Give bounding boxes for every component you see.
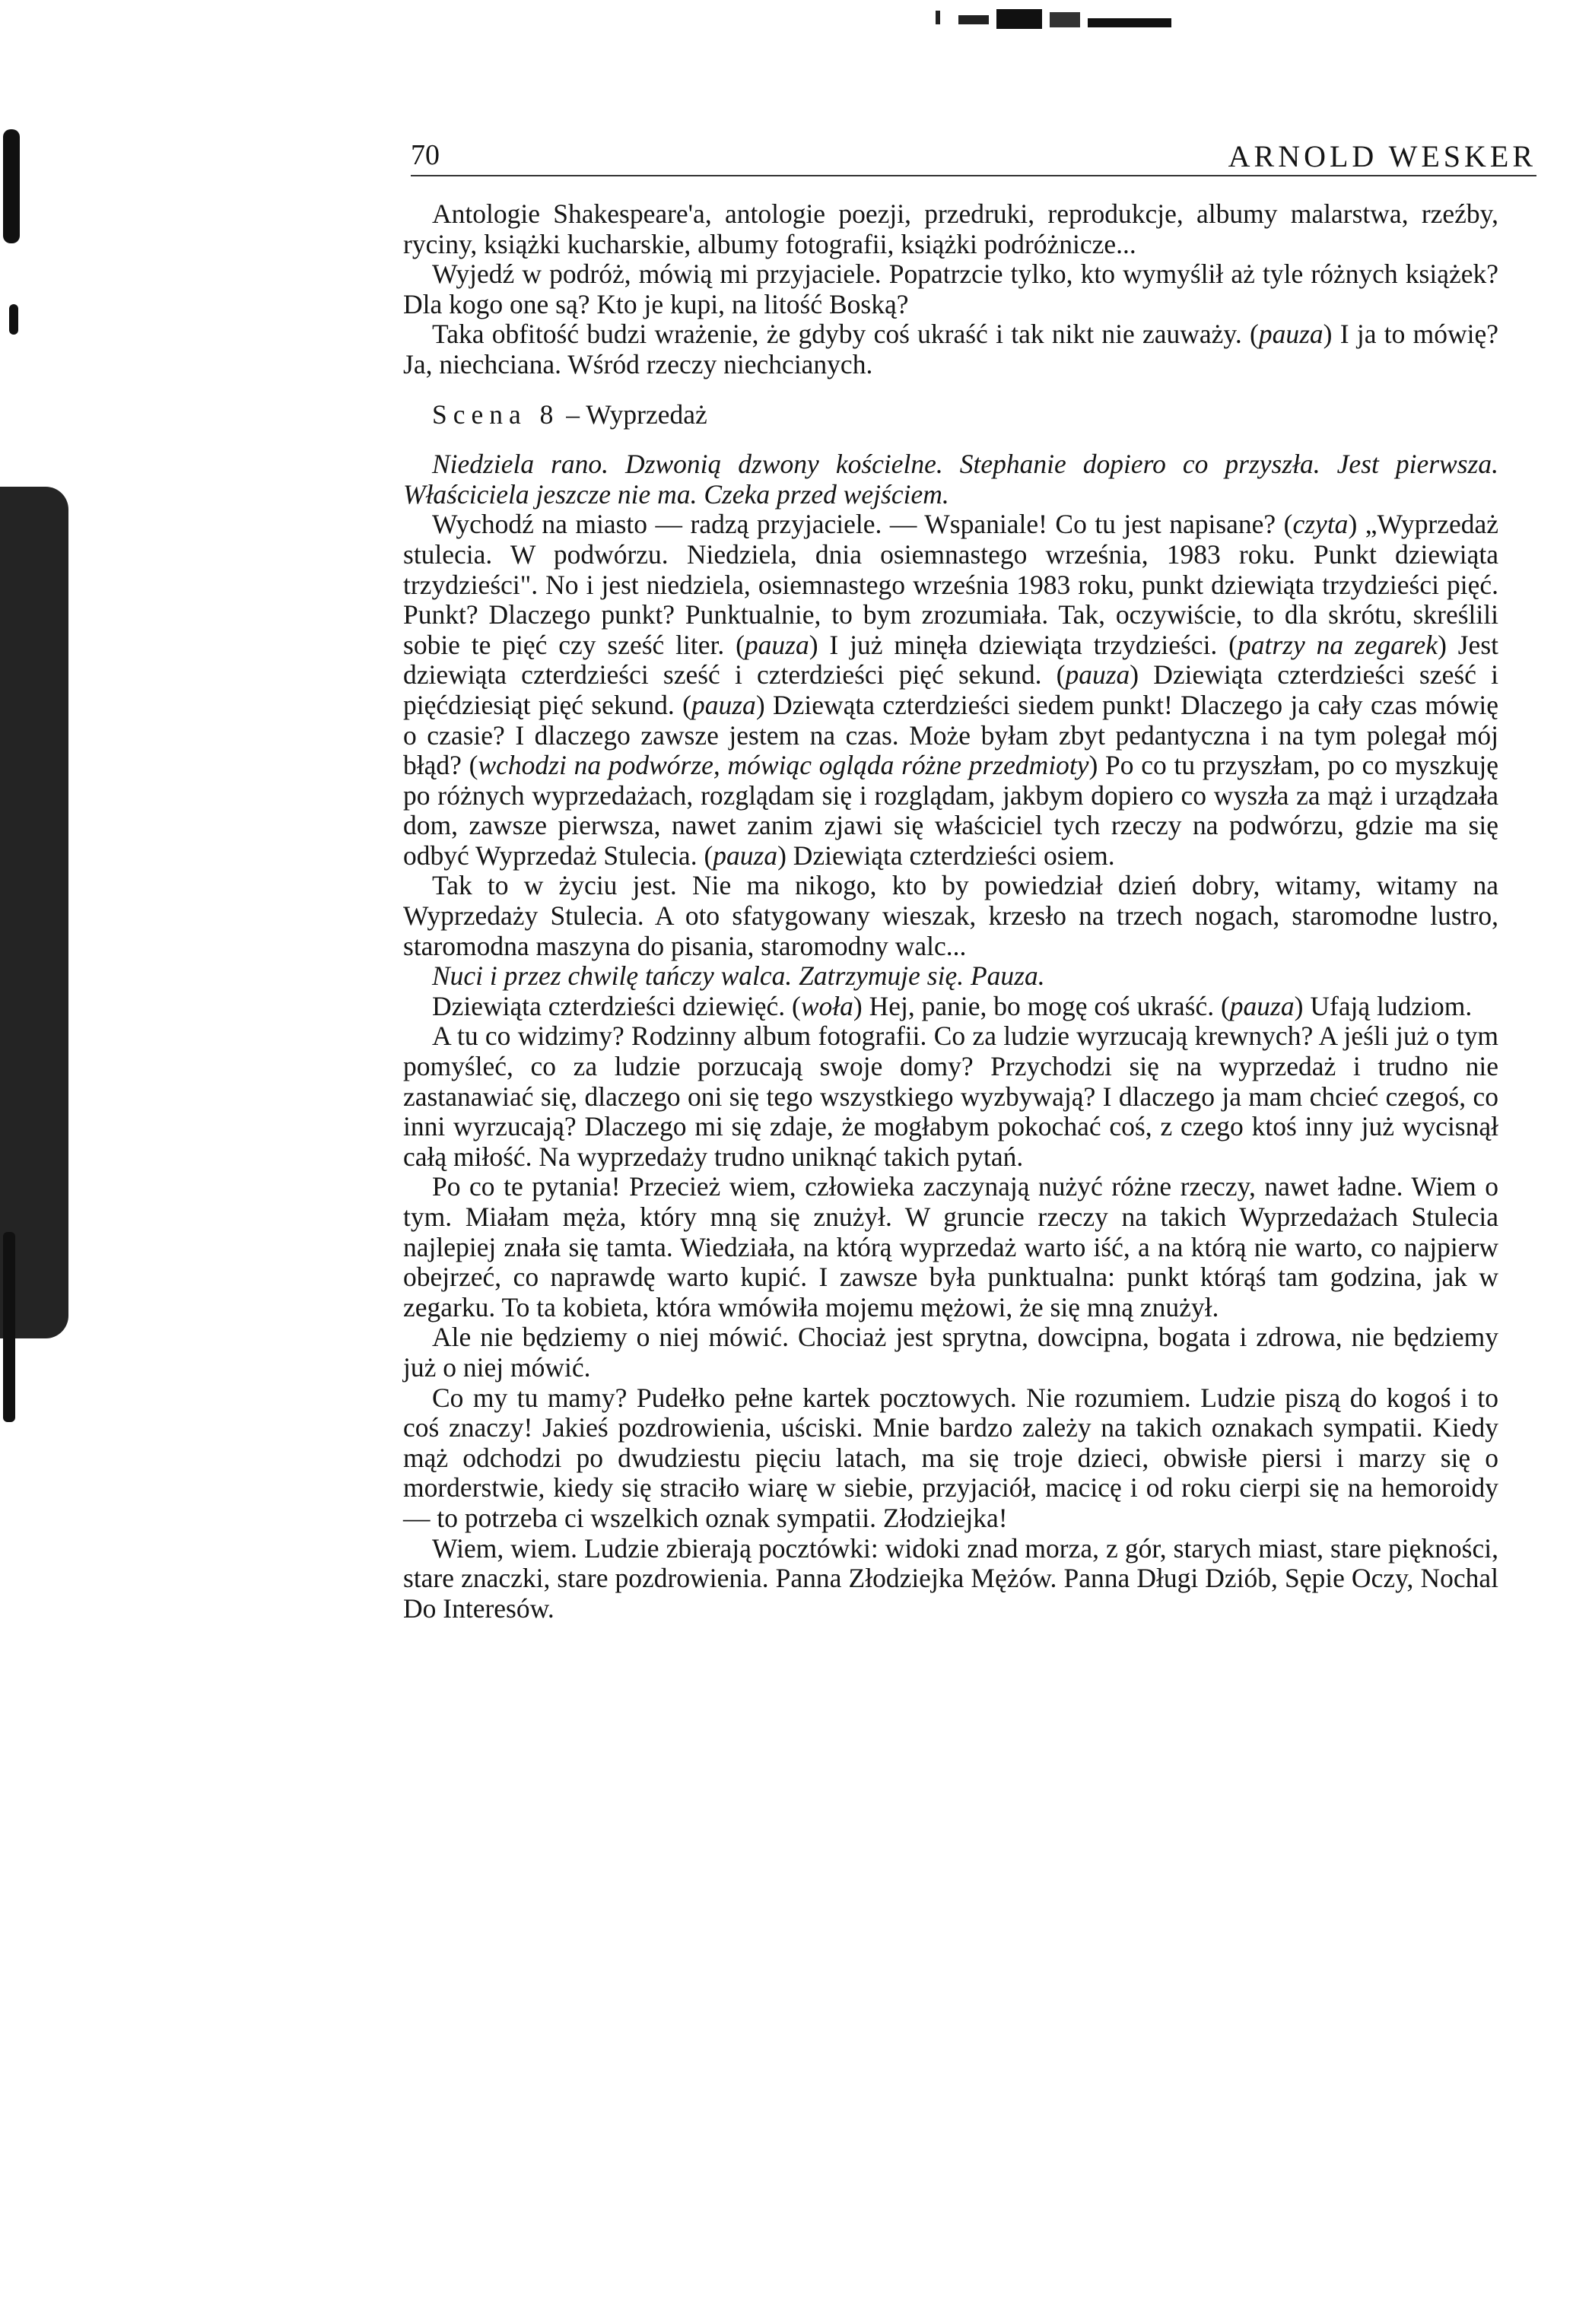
text-run: Wiem, wiem. Ludzie zbierają pocztówki: widoki znad morza, z gór, starych miast, stare piękności, stare znaczki, stare pozdrowienia. Panna Złodziejka Mężów. Panna Długi Dziób, Sępie Oczy, Nochal Do Interesów.: [403, 1532, 1498, 1624]
text-run: Wyjedź w podróż, mówią mi przyjaciele. Popatrzcie tylko, kto wymyślił aż tyle różnych książek? Dla kogo one są? Kto je kupi, na litość Boską?: [403, 259, 1498, 319]
scene-heading: [403, 400, 1498, 430]
stage-direction: patrzy na zegarek: [1238, 629, 1438, 660]
stage-direction: pauza: [1065, 659, 1130, 691]
text-run: Ale nie będziemy o niej mówić. Chociaż jest sprytna, dowcipna, bogata i zdrowa, nie będziemy już o niej mówić.: [403, 1322, 1498, 1383]
scan-artifact-spine-shadow: [0, 487, 68, 1338]
text-run: Taka obfitość budzi wrażenie, że gdyby coś ukraść i tak nikt nie zauważy. (: [432, 319, 1259, 350]
paragraph: [403, 510, 1498, 871]
paragraph: [403, 1383, 1498, 1534]
paragraph: [403, 1534, 1498, 1624]
paragraph: [403, 199, 1498, 259]
stage-direction: wchodzi na podwórze, mówiąc ogląda różne przedmioty: [478, 750, 1089, 781]
paragraph: [403, 1322, 1498, 1383]
text-run: ) I już minęła dziewiąta trzydzieści. (: [809, 629, 1238, 660]
header-rule: [411, 175, 1536, 176]
scan-artifact-spine-lower: [3, 1232, 15, 1422]
text-run: ) Po co tu przyszłam, po co myszkuję po różnych wyprzedażach, rozglądam się i rozglądam, jakbym dopiero co wyszła za mąż i urządzała dom, zawsze pierwsza, nawet zanim zjawi się właściciel tych rzeczy na podwórzu, gdzie ma się odbyć Wyprzedaż Stulecia. (: [403, 750, 1498, 871]
text-run: ) „Wyprzedaż stulecia. W podwórzu. Niedziela, dnia osiemnastego września, 1983 roku. Punkt dziewiąta trzydzieści". No i jest niedziela, osiemnastego września 1983 roku, punkt dziewiąta trzydzieści pięć. Punkt? Dlaczego punkt? Punktualnie, to bym zrozumiała. Tak, oczywiście, to dla skrótu, skreślili sobie te pięć czy sześć liter. (: [403, 509, 1498, 660]
page-number: 70: [411, 139, 440, 171]
page-header: [411, 138, 1536, 184]
text-run: A tu co widzimy? Rodzinny album fotografii. Co za ludzie wyrzucają krewnych? A jeśli już o tym pomyśleć, co za ludzie porzucają swoje domy? Przychodzi się na wyprzedaż i trudno nie zastanawiać się, dlaczego oni się tego wszystkiego wyzbywają? I dlaczego ja mam chcieć czegoś, co inni wyrzucają? Dlaczego mi się zdaje, że mogłabym pokochać coś, z czego ktoś inny już wycisnął całą miłość. Na wyprzedaży trudno uniknąć takich pytań.: [403, 1021, 1498, 1172]
text-run: Tak to w życiu jest. Nie ma nikogo, kto by powiedział dzień dobry, witamy, witamy na Wyprzedaży Stulecia. A oto sfatygowany wieszak, krzesło na trzech nogach, staromodne lustro, staromodna maszyna do pisania, staromodny walc...: [403, 870, 1498, 961]
paragraph: [403, 1172, 1498, 1322]
text-run: Wychodź na miasto — radzą przyjaciele. — Wspaniale! Co tu jest napisane? (: [432, 509, 1293, 540]
text-run: ) Hej, panie, bo mogę coś ukraść. (: [853, 990, 1230, 1021]
running-head: ARNOLD WESKER: [1228, 139, 1536, 173]
text-run: ) Ufają ludziom.: [1294, 990, 1473, 1021]
paragraph: [403, 871, 1498, 961]
paragraph: [403, 1021, 1498, 1172]
stage-direction: woła: [800, 990, 853, 1021]
scan-artifact-top-specks: [936, 6, 1187, 37]
text-run: ) I ja to mówię? Ja, niechciana. Wśród rzeczy niechcianych.: [403, 319, 1498, 379]
text-run: Antologie Shakespeare'a, antologie poezji, przedruki, reprodukcje, albumy malarstwa, rzeźby, ryciny, książki kucharskie, albumy fotografii, książki podróżnicze...: [403, 198, 1498, 259]
stage-direction: Niedziela rano. Dzwonią dzwony kościelne. Stephanie dopiero co przyszła. Jest pierwsza. Właściciela jeszcze nie ma. Czeka przed wejściem.: [403, 449, 1498, 510]
stage-direction: pauza: [1229, 990, 1295, 1021]
stage-direction: pauza: [744, 629, 809, 660]
text-run: Po co te pytania! Przecież wiem, człowieka zaczynają nużyć różne rzeczy, nawet ładne. Wiem o tym. Miałam męża, który mną się znużył. W gruncie rzeczy na takich Wyprzedażach Stulecia najlepiej znała się tamta. Wiedziała, na którą wyprzedaż warto iść, a na którą nie warto, co najpierw obejrzeć, co naprawdę warto kupić. I zawsze była punktualna: punkt którąś tam godzina, jak w zegarku. To ta kobieta, która wmówiła mojemu mężowi, że się mną znużył.: [403, 1171, 1498, 1322]
stage-direction: pauza: [691, 689, 756, 720]
stage-direction: czyta: [1292, 509, 1349, 540]
text-run: – Wyprzedaż: [559, 398, 707, 430]
text-run: Co my tu mamy? Pudełko pełne kartek pocztowych. Nie rozumiem. Ludzie piszą do kogoś i to coś znaczy! Jakieś pozdrowienia, uściski. Mnie bardzo zależy na takich oznakach sympatii. Kiedy mąż odchodzi po dwudziestu pięciu latach, ma się troje dzieci, obwisłe piersi i marzy się o morderstwie, kiedy się straciło wiarę w siebie, przyjaciół, macicę i od roku cierpi się na hemoroidy — to potrzeba ci wszelkich oznak sympatii. Złodziejka!: [403, 1382, 1498, 1533]
text-run: ) Jest dziewiąta czterdzieści sześć i czterdzieści pięć sekund. (: [403, 629, 1498, 691]
text-run: Dziewiąta czterdzieści dziewięć. (: [432, 990, 801, 1021]
scene-label: Scena 8: [432, 398, 560, 430]
paragraph: [403, 961, 1498, 992]
text-run: ) Dziewiąta czterdzieści sześć i pięćdziesiąt pięć sekund. (: [403, 659, 1498, 720]
paragraph: [403, 449, 1498, 510]
scan-artifact-spine-top: [3, 129, 20, 243]
text-run: ) Dziewiąta czterdzieści osiem.: [777, 840, 1115, 871]
paragraph: [403, 992, 1498, 1022]
text-run: ) Dziewąta czterdzieści siedem punkt! Dlaczego ja cały czas mówię o czasie? I dlaczego zawsze jestem na czas. Może byłam zbyt pedantyczna i na tym polegał mój błąd? (: [403, 689, 1498, 781]
paragraph: [403, 259, 1498, 319]
stage-direction: pauza: [1258, 319, 1323, 350]
stage-direction: Nuci i przez chwilę tańczy walca. Zatrzymuje się. Pauza.: [432, 960, 1045, 992]
stage-direction: pauza: [713, 840, 778, 871]
scan-artifact-spine-dot: [9, 304, 18, 335]
paragraph: [403, 319, 1498, 379]
body-text: [403, 199, 1498, 1624]
